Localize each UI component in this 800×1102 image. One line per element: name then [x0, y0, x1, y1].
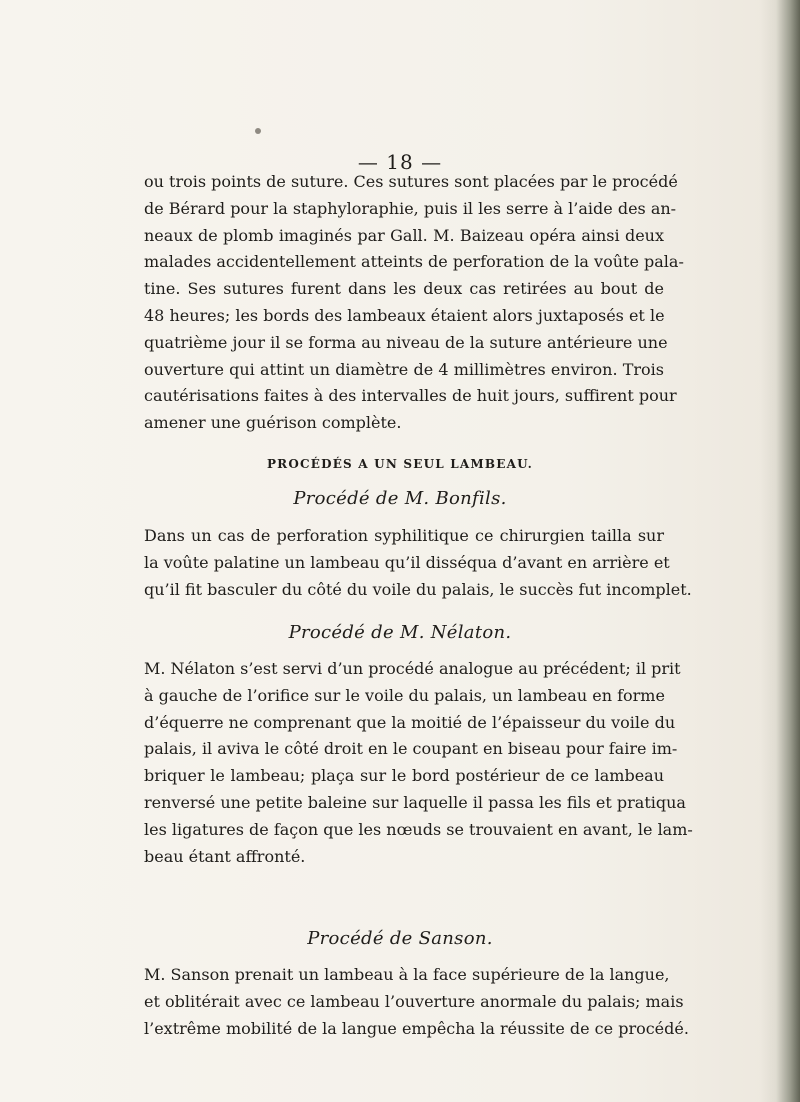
intro-paragraph [144, 169, 684, 437]
nelaton-line-6: renversé une petite baleine sur laquelle il passa les fils et pratiqua [144, 792, 686, 812]
nelaton-line-7: les ligatures de façon que les nœuds se trouvaient en avant, le lam- [144, 819, 693, 839]
bonfils-paragraph [144, 523, 692, 603]
intro-line-3: neaux de plomb imaginés par Gall. M. Baizeau opéra ainsi deux [144, 225, 664, 245]
bonfils-title: Procédé de M. Bonfils. [293, 488, 507, 509]
intro-line-2: de Bérard pour la staphyloraphie, puis il les serre à l’aide des an- [144, 198, 677, 218]
intro-line-7: quatrième jour il se forma au niveau de la suture antérieure une [144, 332, 668, 352]
nelaton-line-3: d’équerre ne comprenant que la moitié de l’épaisseur du voile du [144, 712, 676, 732]
intro-line-6: 48 heures; les bords des lambeaux étaient alors juxtaposés et le [144, 305, 665, 325]
nelaton-paragraph [144, 656, 693, 870]
intro-line-5: tine. Ses sutures furent dans les deux cas retirées au bout de [144, 279, 664, 299]
nelaton-line-4: palais, il aviva le côté droit en le coupant en biseau pour faire im- [144, 739, 678, 759]
intro-line-10: amener une guérison complète. [144, 413, 402, 433]
sanson-line-1: M. Sanson prenait un lambeau à la face supérieure de la langue, [144, 965, 670, 984]
nelaton-line-8: beau étant affronté. [144, 846, 306, 866]
bonfils-line-3: qu’il fit basculer du côté du voile du palais, le succès fut incomplet. [144, 579, 692, 599]
bonfils-line-1: Dans un cas de perforation syphilitique ce chirurgien tailla sur [144, 526, 664, 545]
intro-line-8: ouverture qui attint un diamètre de 4 millimètres environ. Trois [144, 359, 664, 379]
nelaton-line-1: M. Nélaton s’est servi d’un procédé analogue au précédent; il prit [144, 659, 681, 678]
nelaton-line-5: briquer le lambeau; plaça sur le bord postérieur de ce lambeau [144, 766, 664, 786]
intro-line-9: cautérisations faites à des intervalles de huit jours, suffirent pour [144, 386, 677, 406]
sanson-title: Procédé de Sanson. [307, 928, 493, 949]
intro-line-1: ou trois points de suture. Ces sutures sont placées par le procédé [144, 172, 678, 191]
sanson-paragraph [144, 962, 689, 1042]
section-heading: PROCÉDÉS A UN SEUL LAMBEAU. [266, 457, 534, 471]
sanson-line-2: et oblitérait avec ce lambeau l’ouverture anormale du palais; mais [144, 991, 684, 1011]
ink-dot [255, 128, 261, 134]
nelaton-title: Procédé de M. Nélaton. [288, 622, 512, 643]
page-number: — 18 — [357, 150, 443, 174]
sanson-line-3: l’extrême mobilité de la langue empêcha la réussite de ce procédé. [144, 1018, 689, 1038]
intro-line-4: malades accidentellement atteints de perforation de la voûte pala- [144, 252, 684, 272]
bonfils-line-2: la voûte palatine un lambeau qu’il disséqua d’avant en arrière et [144, 552, 670, 572]
nelaton-line-2: à gauche de l’orifice sur le voile du palais, un lambeau en forme [144, 685, 665, 705]
